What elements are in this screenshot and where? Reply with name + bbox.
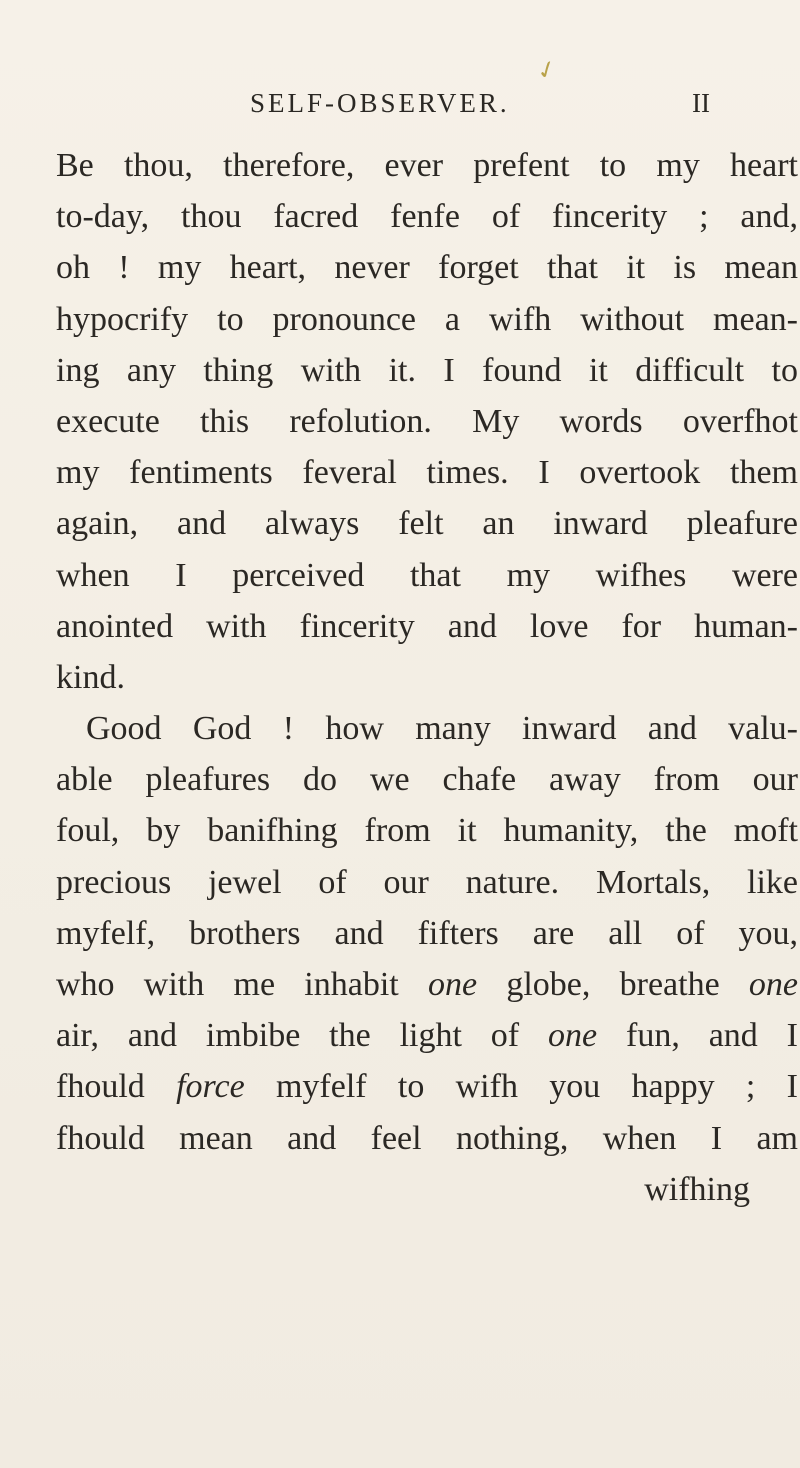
text-line: hypocrify to pronounce a wifh without mean- — [56, 300, 798, 338]
paragraph-1 — [56, 140, 798, 703]
text-line: precious jewel of our nature. Mortals, like — [56, 863, 798, 901]
text-line: Good God ! how many inward and valu- — [86, 710, 798, 748]
text-line: to-day, thou facred fenfe of fincerity ; and, — [56, 198, 798, 236]
text-line: execute this refolution. My words overfhot — [56, 402, 798, 440]
text-line: myfelf, brothers and fifters are all of you, — [56, 914, 798, 952]
text-line: able pleafures do we chafe away from our — [56, 761, 798, 799]
text-line: foul, by banifhing from it humanity, the moft — [56, 812, 798, 850]
page-number: II — [692, 88, 710, 118]
text-line: kind. — [56, 658, 125, 696]
italic-word: one — [548, 1017, 598, 1055]
text-line: when I perceived that my wifhes were — [56, 556, 798, 594]
text-line: fhould mean and feel nothing, when I am — [56, 1119, 798, 1157]
text-line: oh ! my heart, never forget that it is mean — [56, 249, 798, 287]
italic-word: one — [427, 966, 478, 1003]
text-line: anointed with fincerity and love for human- — [56, 607, 798, 645]
page-header — [250, 88, 710, 128]
catchword: wifhing — [644, 1170, 750, 1208]
running-head: SELF-OBSERVER. — [250, 88, 510, 118]
text-line: again, and always felt an inward pleafure — [56, 505, 798, 543]
text-line: who with me inhabit one globe, breathe one — [56, 966, 799, 1003]
ink-mark: ✓ — [533, 55, 562, 87]
italic-word: one — [748, 966, 799, 1003]
paragraph-2 — [56, 703, 798, 1164]
body-text — [56, 140, 798, 1215]
italic-word: force — [176, 1068, 245, 1106]
text-line: ing any thing with it. I found it difficult to — [56, 351, 798, 389]
text-line: Be thou, therefore, ever prefent to my heart — [56, 147, 798, 184]
text-line: air, and imbibe the light of one fun, and I — [56, 1017, 798, 1055]
text-line: fhould force myfelf to wifh you happy ; I — [56, 1068, 798, 1106]
text-line: my fentiments feveral times. I overtook them — [56, 454, 798, 492]
